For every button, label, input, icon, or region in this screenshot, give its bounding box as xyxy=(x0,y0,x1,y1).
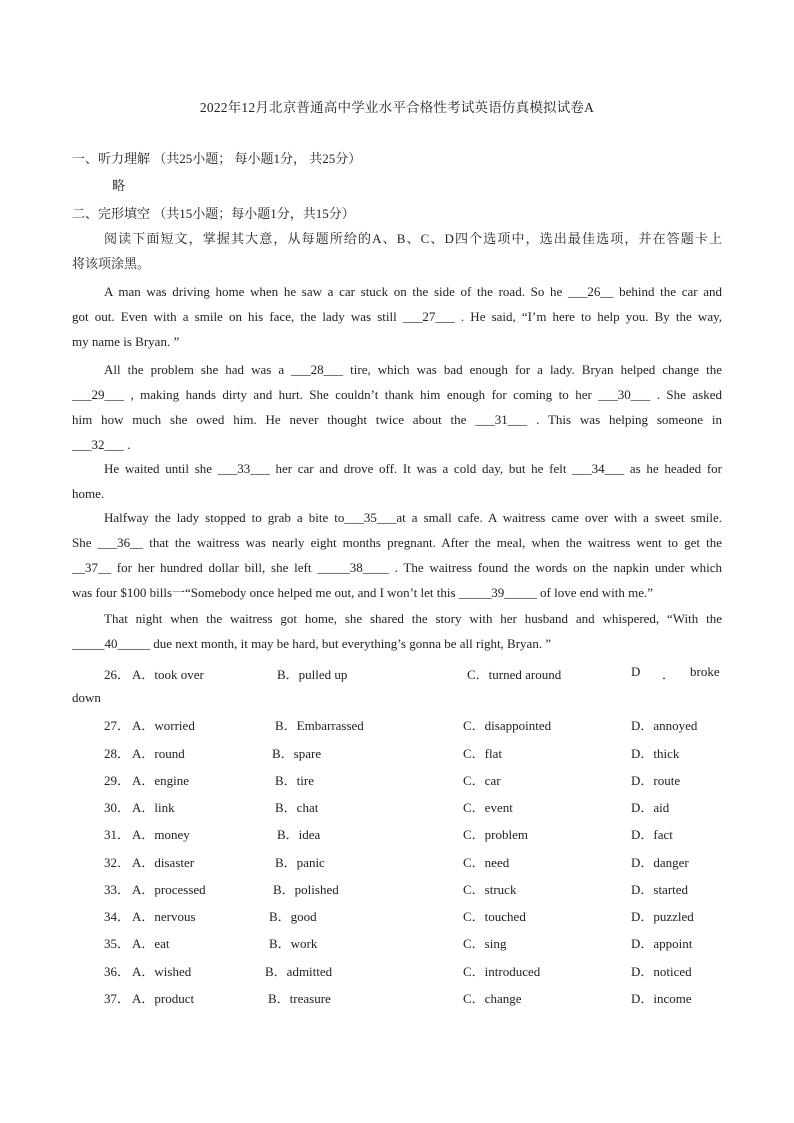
option-c: C．disappointed xyxy=(463,718,552,733)
passage-line: She ___36__ that the waitress was nearly eight months pregnant. After the meal, when the waitress went to get the xyxy=(72,535,722,550)
question-number: 33． xyxy=(104,882,131,897)
question-row xyxy=(72,988,722,1008)
passage-line: ___32___ . xyxy=(72,437,131,452)
question-row xyxy=(72,664,722,684)
section2-heading: 二、完形填空 （共15小题；每小题1分，共15分） xyxy=(72,206,355,221)
option-a: A．took over xyxy=(132,667,204,682)
option-d-text: broke xyxy=(690,664,720,679)
option-d-dot: ． xyxy=(662,667,676,682)
option-c: C．need xyxy=(463,855,510,870)
option-a: A．round xyxy=(132,746,185,761)
passage-line: That night when the waitress got home, she shared the story with her husband and whispered, “With the xyxy=(104,611,722,626)
option-d: D．puzzled xyxy=(631,909,694,924)
question-number: 34． xyxy=(104,909,131,924)
question-row xyxy=(72,715,722,735)
question-row xyxy=(72,770,722,790)
instructions xyxy=(72,226,722,276)
option-d: D．danger xyxy=(631,855,689,870)
question-number: 35． xyxy=(104,936,131,951)
passage-paragraph-4 xyxy=(72,505,722,605)
passage-line: got out. Even with a smile on his face, the lady was still ___27___ . He said, “I’m here to help you. By the way, xyxy=(72,309,722,324)
question-number: 32． xyxy=(104,855,131,870)
option-c: C．turned around xyxy=(467,667,562,682)
option-b: B．idea xyxy=(277,827,321,842)
passage-line: __37__ for her hundred dollar bill, she left _____38____ . The waitress found the words on the napkin under which xyxy=(72,560,722,575)
question-row xyxy=(72,743,722,763)
option-b: B．chat xyxy=(275,800,319,815)
question-row xyxy=(72,852,722,872)
option-c: C．problem xyxy=(463,827,528,842)
option-a: A．disaster xyxy=(132,855,195,870)
passage-line: _____40_____ due next month, it may be hard, but everything’s gonna be all right, Bryan. ” xyxy=(72,636,552,651)
passage-line: A man was driving home when he saw a car stuck on the side of the road. So he ___26__ behind the car and xyxy=(104,284,722,299)
option-b: B．pulled up xyxy=(277,667,348,682)
passage-line: All the problem she had was a ___28___ tire, which was bad enough for a lady. Bryan helped change the xyxy=(104,362,722,377)
question-row xyxy=(72,879,722,899)
option-b: B．treasure xyxy=(268,991,331,1006)
option-a: A．worried xyxy=(132,718,195,733)
question-number: 28． xyxy=(104,746,131,761)
question-row xyxy=(72,933,722,953)
option-d: D．fact xyxy=(631,827,673,842)
question-row-wrap xyxy=(72,690,722,710)
passage-line: He waited until she ___33___ her car and drove off. It was a cold day, but he felt ___34___ as he headed for xyxy=(104,461,722,476)
option-a: A．wished xyxy=(132,964,192,979)
question-number: 30． xyxy=(104,800,131,815)
passage-line: my name is Bryan. ” xyxy=(72,334,180,349)
option-d: D．annoyed xyxy=(631,718,698,733)
option-b: B．work xyxy=(269,936,318,951)
option-c: C．introduced xyxy=(463,964,541,979)
option-a: A．money xyxy=(132,827,190,842)
passage-paragraph-2 xyxy=(72,357,722,457)
option-d: D xyxy=(631,664,641,679)
passage-paragraph-1 xyxy=(72,279,722,354)
instructions-line: 将该项涂黑。 xyxy=(72,256,151,271)
option-c: C．touched xyxy=(463,909,526,924)
option-b: B．panic xyxy=(275,855,325,870)
section1-note: 略 xyxy=(112,178,126,193)
option-d-text-wrap: down xyxy=(72,690,101,705)
option-b: B．good xyxy=(269,909,317,924)
question-number: 27． xyxy=(104,718,131,733)
option-c: C．sing xyxy=(463,936,507,951)
option-a: A．nervous xyxy=(132,909,196,924)
option-a: A．engine xyxy=(132,773,190,788)
instructions-line: 阅读下面短文，掌握其大意，从每题所给的A、B、C、D四个选项中，选出最佳选项，并在答题卡上 xyxy=(104,231,722,246)
question-row xyxy=(72,961,722,981)
option-d: D．route xyxy=(631,773,681,788)
option-d: D．noticed xyxy=(631,964,692,979)
passage-paragraph-3 xyxy=(72,456,722,506)
option-b: B．Embarrassed xyxy=(275,718,364,733)
option-c: C．change xyxy=(463,991,522,1006)
question-number: 36． xyxy=(104,964,131,979)
option-c: C．flat xyxy=(463,746,502,761)
passage-line: ___29___ , making hands dirty and hurt. She couldn’t thank him enough for coming to her ___30___ . She asked xyxy=(72,387,722,402)
option-a: A．product xyxy=(132,991,195,1006)
option-d: D．thick xyxy=(631,746,680,761)
question-row xyxy=(72,824,722,844)
option-c: C．event xyxy=(463,800,513,815)
option-a: A．processed xyxy=(132,882,206,897)
question-number: 31． xyxy=(104,827,131,842)
question-number: 26． xyxy=(104,667,131,682)
page-title: 2022年12月北京普通高中学业水平合格性考试英语仿真模拟试卷A xyxy=(199,100,595,115)
section1-heading: 一、听力理解 （共25小题； 每小题1分， 共25分） xyxy=(72,151,362,166)
passage-line: home. xyxy=(72,486,105,501)
question-row xyxy=(72,906,722,926)
question-row xyxy=(72,797,722,817)
option-d: D．aid xyxy=(631,800,670,815)
option-d: D．income xyxy=(631,991,692,1006)
option-b: B．spare xyxy=(272,746,322,761)
question-number: 29． xyxy=(104,773,131,788)
passage-line: Halfway the lady stopped to grab a bite to___35___at a small cafe. A waitress came over with a sweet smile. xyxy=(104,510,722,525)
option-d: D．appoint xyxy=(631,936,693,951)
option-a: A．link xyxy=(132,800,175,815)
option-a: A．eat xyxy=(132,936,170,951)
option-b: B．admitted xyxy=(265,964,333,979)
passage-line: was four $100 bills一“Somebody once helped me out, and I won’t let this _____39_____ of love end with me.” xyxy=(72,585,654,600)
option-c: C．car xyxy=(463,773,501,788)
option-d: D．started xyxy=(631,882,689,897)
passage-paragraph-5 xyxy=(72,606,722,656)
question-number: 37． xyxy=(104,991,131,1006)
passage-line: him how much she owed him. He never thought twice about the ___31___ . This was helping someone in xyxy=(72,412,722,427)
option-b: B．tire xyxy=(275,773,314,788)
option-b: B．polished xyxy=(273,882,339,897)
option-c: C．struck xyxy=(463,882,517,897)
